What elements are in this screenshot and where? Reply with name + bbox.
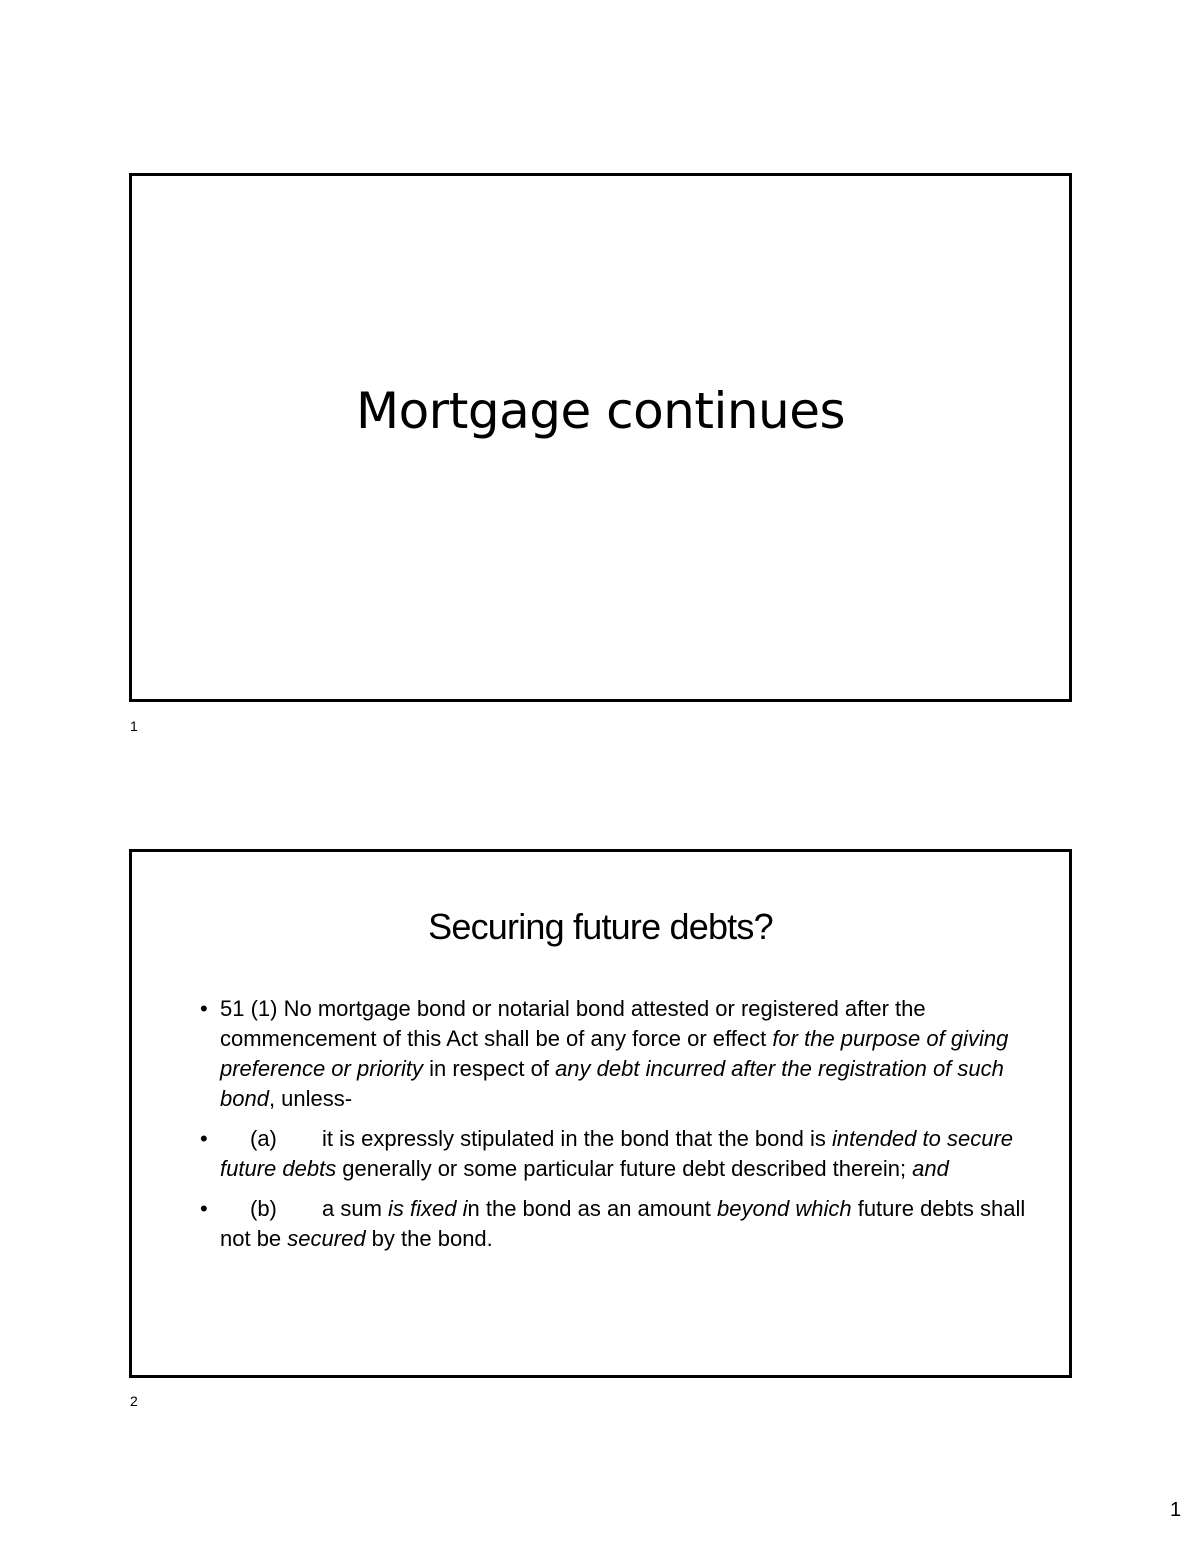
slide-1 bbox=[129, 173, 1072, 702]
slide-1-number: 1 bbox=[130, 718, 138, 734]
bullet-icon: • bbox=[200, 996, 208, 1021]
bullet-text-italic: any debt incurred after the registration of such bond bbox=[220, 1056, 1004, 1111]
clause-label-b: (b) bbox=[250, 1196, 277, 1221]
page-number: 1 bbox=[1170, 1499, 1182, 1521]
slide-2-title: Securing future debts? bbox=[428, 906, 773, 947]
slide-2-number: 2 bbox=[130, 1393, 138, 1409]
bullet-text: n the bond as an amount bbox=[467, 1196, 718, 1221]
slide-2 bbox=[129, 849, 1072, 1378]
bullet-list bbox=[200, 994, 1060, 1264]
bullet-text-italic: for the purpose of giving preference or priority bbox=[220, 1026, 1009, 1081]
bullet-text: generally or some particular future debt described therein; bbox=[336, 1156, 913, 1181]
bullet-text: future debts shall not be bbox=[220, 1196, 1026, 1251]
bullet-item-a bbox=[200, 1124, 1060, 1184]
bullet-icon: • bbox=[200, 1196, 208, 1221]
clause-label-a: (a) bbox=[250, 1126, 277, 1151]
bullet-icon: • bbox=[200, 1126, 208, 1151]
bullet-text-italic: intended to secure future debts bbox=[220, 1126, 1014, 1181]
bullet-text-italic: beyond which bbox=[717, 1196, 852, 1221]
bullet-item-b bbox=[200, 1194, 1060, 1254]
bullet-text: it is expressly stipulated in the bond that the bond is bbox=[322, 1126, 832, 1151]
bullet-item-51-1 bbox=[200, 994, 1060, 1114]
bullet-text: 51 (1) No mortgage bond or notarial bond attested or registered after the commencement of this Act shall be of any force or effect bbox=[220, 996, 926, 1051]
bullet-text-italic: and bbox=[912, 1156, 949, 1181]
bullet-text-italic: secured bbox=[287, 1226, 366, 1251]
bullet-text: by the bond. bbox=[365, 1226, 493, 1251]
bullet-text: in respect of bbox=[422, 1056, 556, 1081]
bullet-text: , unless- bbox=[268, 1086, 353, 1111]
bullet-text: a sum bbox=[322, 1196, 389, 1221]
bullet-text-italic: is fixed i bbox=[388, 1196, 468, 1221]
slide-1-title: Mortgage continues bbox=[355, 382, 846, 440]
